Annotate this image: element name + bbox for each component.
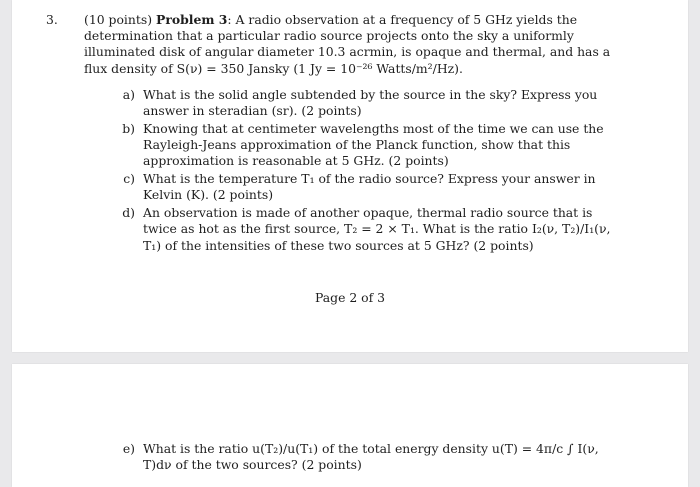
subquestion-text: An observation is made of another opaque, thermal radio source that is twice as hot as the first source, T₂ = 2 × T₁. What is the ratio I₂(ν, T₂)/I₁(ν, T₁) of the intensities of these two sources at 5 GHz? (2 points) xyxy=(143,205,611,253)
subquestion-c xyxy=(117,171,624,203)
problem-points: (10 points) xyxy=(84,12,153,27)
subquestion-text: What is the temperature T₁ of the radio source? Express your answer in Kelvin (K). (2 points) xyxy=(143,171,596,203)
subquestion-label: e) xyxy=(122,441,135,456)
document-page-2 xyxy=(12,0,688,352)
subquestion-label: b) xyxy=(122,121,135,136)
subquestion-label: a) xyxy=(122,87,135,102)
subquestion-label: d) xyxy=(122,205,135,221)
subquestion-b xyxy=(117,121,624,170)
subquestion-text: What is the ratio u(T₂)/u(T₁) of the total energy density u(T) = 4π/c ∫ I(ν, T)dν of the two sources? (2 points) xyxy=(143,441,599,473)
subquestion-a xyxy=(117,87,624,119)
subquestion-label: c) xyxy=(123,171,135,187)
problem-title: Problem 3 xyxy=(156,12,228,27)
document-page-3 xyxy=(12,364,688,487)
page-number-footer: Page 2 of 3 xyxy=(314,290,386,305)
flux-density-equation: S(ν) = 350 Jansky (1 Jy = 10⁻²⁶ Watts/m²/Hz). xyxy=(176,60,463,76)
problem-number: 3. xyxy=(46,12,58,27)
subquestion-d xyxy=(117,205,624,254)
subquestion-list xyxy=(117,87,624,255)
subquestion-text: What is the solid angle subtended by the source in the sky? Express you answer in steradian (sr). (2 points) xyxy=(143,87,598,119)
subquestion-text: Knowing that at centimeter wavelengths most of the time we can use the Rayleigh-Jeans approximation of the Planck function, show that this approximation is reasonable at 5 GHz. (2 points) xyxy=(143,121,604,169)
subquestion-e-body xyxy=(117,441,624,473)
problem-statement: 3. (10 points) Problem 3: A radio observation at a frequency of 5 GHz yields the determination that a particular radio source projects onto the sky a uniformly illuminated disk of angular diameter 10.3 acrmin, is opaque and thermal, and has a flux density of S(ν) = 350 Jansky (1 Jy = 10⁻²⁶ Watts/m²/Hz). xyxy=(46,12,611,76)
problem-intro: A radio observation at a frequency of 5 GHz yields the determination that a particular radio source projects onto the sky a uniformly illuminated disk of angular diameter 10.3 acrmin, is opaque and thermal, and has a flux density of xyxy=(84,12,611,76)
subquestion-e xyxy=(117,441,624,475)
